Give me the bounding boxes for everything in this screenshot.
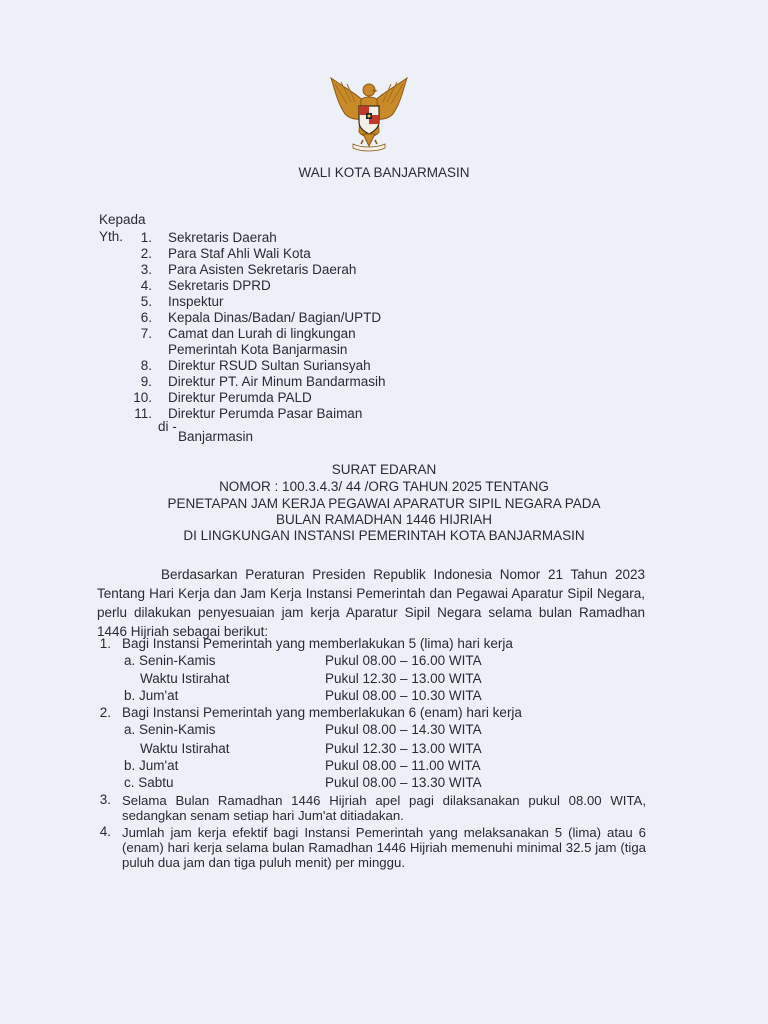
schedule-time: Pukul 08.00 – 13.30 WITA	[325, 775, 482, 790]
title-line: DI LINGKUNGAN INSTANSI PEMERINTAH KOTA BANJARMASIN	[183, 528, 585, 543]
recipient-item: Direktur Perumda Pasar Baiman	[168, 406, 363, 421]
recipient-number: 9.	[140, 374, 152, 389]
schedule-time: Pukul 08.00 – 11.00 WITA	[325, 758, 481, 773]
di-label: di -	[158, 419, 177, 434]
recipient-number: 10.	[133, 390, 152, 405]
title-line: PENETAPAN JAM KERJA PEGAWAI APARATUR SIPIL NEGARA PADA	[167, 496, 601, 511]
recipient-number: 5.	[140, 294, 152, 309]
schedule-label: Waktu Istirahat	[140, 671, 230, 686]
schedule-label: a. Senin-Kamis	[124, 653, 216, 668]
letterhead-title: WALI KOTA BANJARMASIN	[298, 165, 470, 180]
recipient-item: Para Staf Ahli Wali Kota	[168, 246, 311, 261]
recipient-item: Inspektur	[168, 294, 224, 309]
intro-paragraph: Berdasarkan Peraturan Presiden Republik Indonesia Nomor 21 Tahun 2023 Tentang Hari Kerja dan Jam Kerja Instansi Pemerintah dan Pegawai Aparatur Sipil Negara, perlu dilakukan penyesuaian jam kerja Aparatur Sipil Negara selama bulan Ramadhan 1446 Hijriah sebagai berikut:	[97, 567, 645, 639]
recipient-item: Sekretaris DPRD	[168, 278, 271, 293]
recipient-city: Banjarmasin	[178, 429, 254, 444]
recipient-item: Direktur RSUD Sultan Suriansyah	[168, 358, 371, 373]
item-number: 4.	[99, 824, 111, 839]
recipient-number: 6.	[140, 310, 152, 325]
schedule-label: Waktu Istirahat	[140, 741, 230, 756]
schedule-label: b. Jum'at	[124, 688, 179, 703]
recipient-number: 1.	[140, 230, 152, 245]
kepada-label: Kepada	[99, 212, 146, 227]
schedule-label: b. Jum'at	[124, 758, 179, 773]
garuda-pancasila-emblem	[327, 74, 411, 154]
recipient-item-continuation: Pemerintah Kota Banjarmasin	[168, 342, 348, 357]
schedule-label: a. Senin-Kamis	[124, 722, 216, 737]
recipient-item: Para Asisten Sekretaris Daerah	[168, 262, 357, 277]
item-number: 1.	[99, 636, 111, 651]
item-text: Jumlah jam kerja efektif bagi Instansi Pemerintah yang melaksanakan 5 (lima) atau 6 (enam) hari kerja selama bulan Ramadhan 1446 Hijriah memenuhi minimal 32.5 jam (tiga puluh dua jam dan tiga puluh menit) per minggu.	[122, 825, 646, 870]
item-text: Selama Bulan Ramadhan 1446 Hijriah apel pagi dilaksanakan pukul 08.00 WITA, sedangkan senam setiap hari Jum'at ditiadakan.	[122, 793, 646, 823]
schedule-time: Pukul 12.30 – 13.00 WITA	[325, 671, 482, 686]
title-line: BULAN RAMADHAN 1446 HIJRIAH	[275, 512, 493, 527]
item-text: Bagi Instansi Pemerintah yang memberlakukan 6 (enam) hari kerja	[122, 705, 522, 720]
recipient-number: 8.	[140, 358, 152, 373]
schedule-time: Pukul 08.00 – 14.30 WITA	[325, 722, 482, 737]
recipient-number: 2.	[140, 246, 152, 261]
yth-label: Yth.	[99, 229, 124, 244]
item-number: 2.	[99, 705, 111, 720]
schedule-time: Pukul 12.30 – 13.00 WITA	[325, 741, 482, 756]
schedule-time: Pukul 08.00 – 16.00 WITA	[325, 653, 482, 668]
recipient-item: Kepala Dinas/Badan/ Bagian/UPTD	[168, 310, 382, 325]
recipient-item: Sekretaris Daerah	[168, 230, 277, 245]
schedule-time: Pukul 08.00 – 10.30 WITA	[325, 688, 482, 703]
recipient-item: Direktur Perumda PALD	[168, 390, 312, 405]
title-line: SURAT EDARAN	[331, 462, 437, 477]
item-text: Bagi Instansi Pemerintah yang memberlakukan 5 (lima) hari kerja	[122, 636, 513, 651]
item-number: 3.	[99, 792, 111, 807]
title-line: NOMOR : 100.3.4.3/ 44 /ORG TAHUN 2025 TENTANG	[219, 479, 549, 494]
schedule-label: c. Sabtu	[124, 775, 174, 790]
recipient-item: Camat dan Lurah di lingkungan	[168, 326, 356, 341]
recipient-number: 4.	[140, 278, 152, 293]
recipient-number: 3.	[140, 262, 152, 277]
recipient-number: 11.	[134, 406, 152, 421]
recipient-number: 7.	[140, 326, 152, 341]
recipient-item: Direktur PT. Air Minum Bandarmasih	[168, 374, 386, 389]
